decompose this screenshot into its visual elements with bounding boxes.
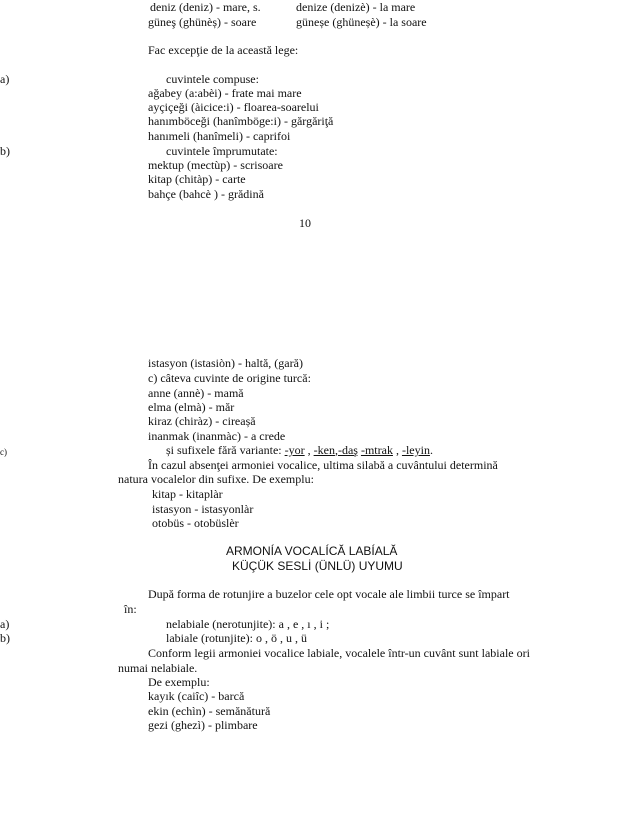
nonlabial-marker: a)	[0, 617, 10, 631]
section-b-title: cuvintele împrumutate:	[166, 144, 278, 158]
list-item: kitap (chitàp) - carte	[148, 172, 246, 186]
example-intro: De exemplu:	[148, 675, 210, 689]
nonlabial-vowels: nelabiale (nerotunjite): a , e , ı , i ;	[166, 617, 330, 631]
suffix-line	[166, 443, 433, 457]
example-denize: denize (denizè) - la mare	[296, 0, 416, 14]
suffix-marker: c)	[0, 447, 7, 457]
example-deniz: deniz (deniz) - mare, s.	[150, 0, 261, 14]
suffix-lead: și sufixele fără variante:	[166, 443, 285, 457]
list-item: inanmak (inanmàc) - a crede	[148, 429, 286, 443]
rule-paragraph-line2: numai nelabiale.	[118, 661, 198, 675]
suffix-ken: -ken	[313, 443, 335, 457]
absence-paragraph-line2: natura vocalelor din sufixe. De exemplu:	[118, 472, 314, 486]
list-item: ayçiçeği (àicice:i) - floarea-soarelui	[148, 100, 319, 114]
list-item: kiraz (chiràz) - cireașă	[148, 414, 256, 428]
list-item: mektup (mectùp) - scrisoare	[148, 158, 283, 172]
list-item: istasyon (istasiòn) - haltă, (gară)	[148, 356, 303, 370]
section-a-title: cuvintele compuse:	[166, 72, 259, 86]
list-item: ağabey (a:abèi) - frate mai mare	[148, 86, 302, 100]
page-number: 10	[299, 216, 311, 230]
labial-vowels: labiale (rotunjite): o , ö , u , ü	[166, 631, 307, 645]
list-item: ekin (echìn) - semănătură	[148, 704, 271, 718]
absence-paragraph-line1: În cazul absenţei armoniei vocalice, ultima silabă a cuvântului determină	[148, 458, 498, 472]
list-item: otobüs - otobüslèr	[152, 516, 239, 530]
list-item: elma (elmà) - măr	[148, 400, 235, 414]
section-a-marker: a)	[0, 72, 10, 86]
list-item: anne (annè) - mamă	[148, 386, 244, 400]
division-paragraph-line1: După forma de rotunjire a buzelor cele opt vocale ale limbii turce se împart	[148, 587, 510, 601]
example-gunes: güneş (ghünèș) - soare	[148, 15, 257, 29]
list-item: kitap - kitaplàr	[152, 487, 223, 501]
example-gunese: güneșe (ghüneșè) - la soare	[296, 15, 427, 29]
suffix-yor: -yor	[284, 443, 305, 457]
suffix-separator: ,	[334, 443, 338, 457]
list-item: gezi (ghezì) - plimbare	[148, 718, 258, 732]
section-heading-romanian: ARMONÍA VOCALÍCĂ LABÍALĂ	[226, 544, 398, 558]
section-c-intro: c) câteva cuvinte de origine turcă:	[148, 371, 311, 385]
suffix-end: .	[429, 443, 433, 457]
section-b-marker: b)	[0, 144, 10, 158]
list-item: hanımeli (hanîmeli) - caprifoi	[148, 129, 291, 143]
exception-intro: Fac excepţie de la această lege:	[148, 43, 299, 57]
list-item: bahçe (bahcè ) - grădină	[148, 187, 264, 201]
rule-paragraph-line1: Conform legii armoniei vocalice labiale, vocalele într-un cuvânt sunt labiale ori	[148, 646, 530, 660]
suffix-separator: ,	[304, 443, 314, 457]
labial-marker: b)	[0, 631, 10, 645]
suffix-leyin: -leyin	[401, 443, 430, 457]
list-item: istasyon - istasyonlàr	[152, 502, 254, 516]
suffix-separator: ,	[392, 443, 402, 457]
section-heading-turkish: KÜÇÜK SESLİ (ÜNLÜ) UYUMU	[232, 559, 403, 573]
division-paragraph-line2: în:	[124, 602, 137, 616]
list-item: kayık (caiîc) - barcă	[148, 689, 245, 703]
suffix-mtrak: -mtrak	[360, 443, 393, 457]
suffix-das: -daş	[337, 443, 358, 457]
list-item: hanımböceği (hanîmböge:i) - gărgăriţă	[148, 114, 334, 128]
